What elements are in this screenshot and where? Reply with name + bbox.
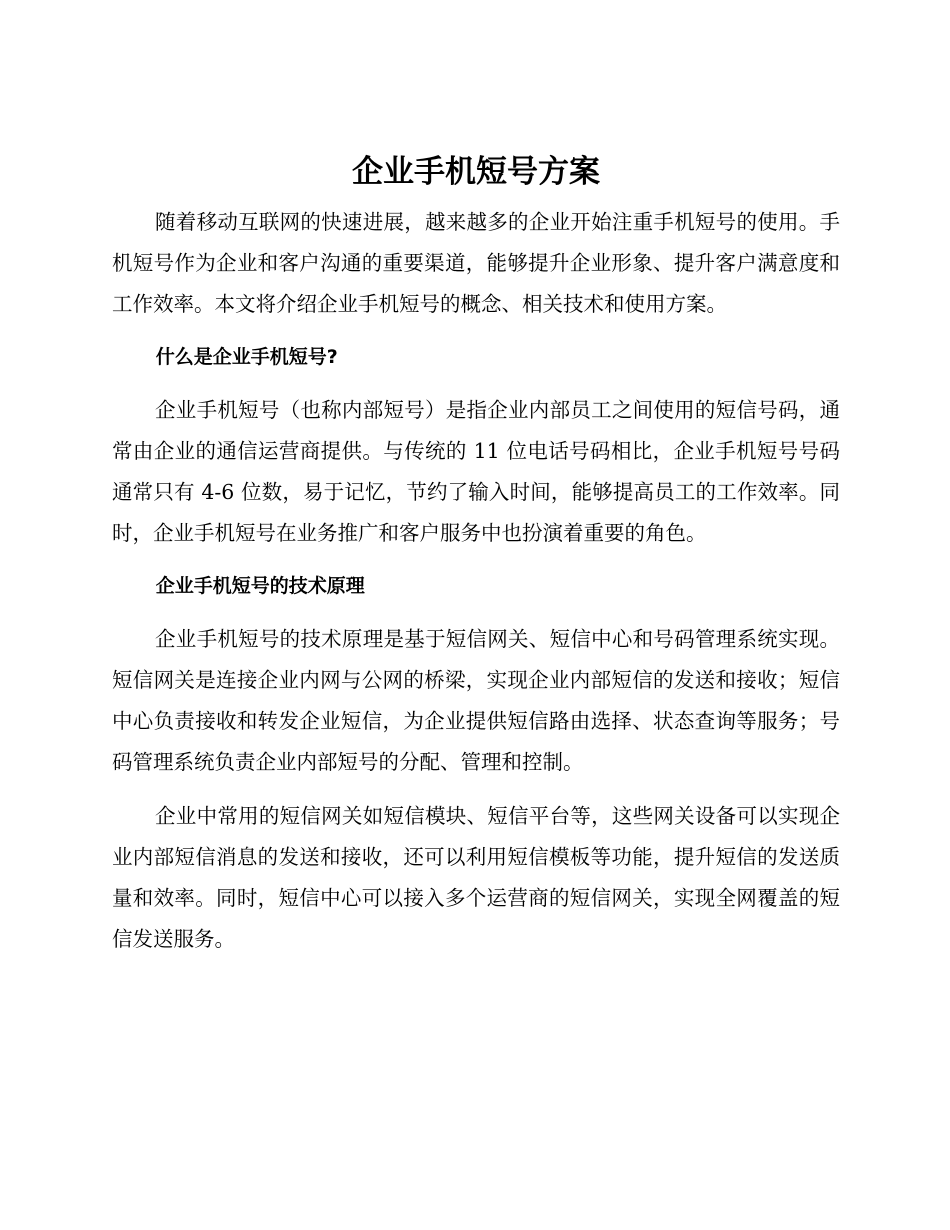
section-2-paragraph-1: 企业手机短号的技术原理是基于短信网关、短信中心和号码管理系统实现。短信网关是连接企业内网与公网的桥梁，实现企业内部短信的发送和接收；短信中心负责接收和转发企业短信，为企业提供短信路由选择、状态查询等服务；号码管理系统负责企业内部短号的分配、管理和控制。 xyxy=(112,627,840,774)
document-body xyxy=(112,148,840,973)
intro-paragraph: 随着移动互联网的快速进展，越来越多的企业开始注重手机短号的使用。手机短号作为企业和客户沟通的重要渠道，能够提升企业形象、提升客户满意度和工作效率。本文将介绍企业手机短号的概念、相关技术和使用方案。 xyxy=(112,210,840,316)
section-heading-what-is: 什么是企业手机短号? xyxy=(155,346,338,368)
section-1-paragraph-1: 企业手机短号（也称内部短号）是指企业内部员工之间使用的短信号码，通常由企业的通信运营商提供。与传统的 11 位电话号码相比，企业手机短号号码通常只有 4-6 位数，易于记忆，节约了输入时间，能够提高员工的工作效率。同时，企业手机短号在业务推广和客户服务中也扮演着重要的角色。 xyxy=(112,398,840,545)
section-heading-technical-principle: 企业手机短号的技术原理 xyxy=(155,575,365,597)
section-2-paragraph-2: 企业中常用的短信网关如短信模块、短信平台等，这些网关设备可以实现企业内部短信消息的发送和接收，还可以利用短信模板等功能，提升短信的发送质量和效率。同时，短信中心可以接入多个运营商的短信网关，实现全网覆盖的短信发送服务。 xyxy=(112,804,840,951)
document-title: 企业手机短号方案 xyxy=(352,154,600,190)
